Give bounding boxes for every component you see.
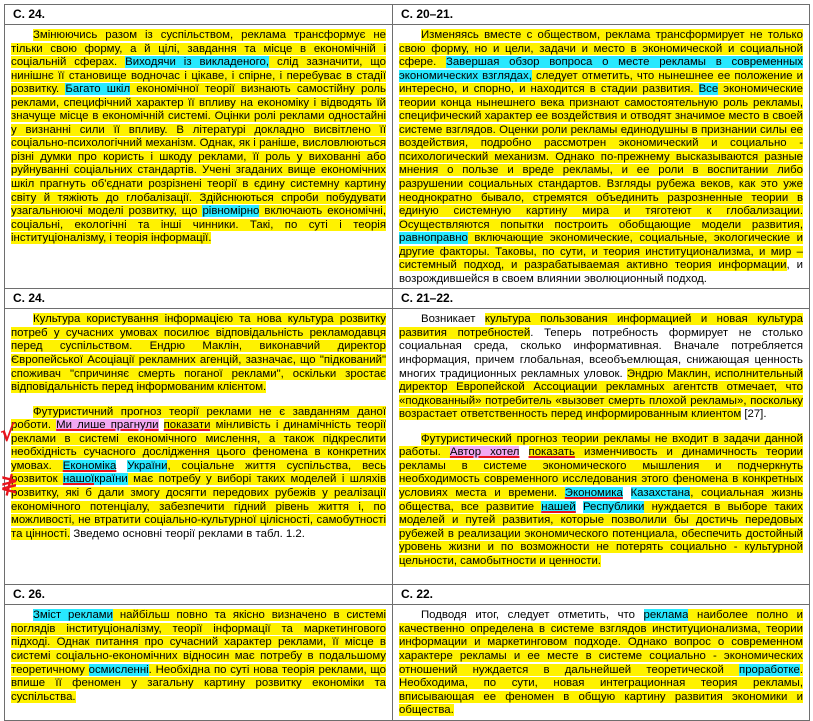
paragraph [11, 29, 386, 246]
plain-text: Возникает [421, 313, 485, 326]
highlighted-text: нашої [63, 473, 95, 486]
paragraph [399, 609, 803, 717]
highlighted-text: наиболее полно и качественно определена в системе взглядов институционализма, теории информации и маркетинговом подходе. Однако вопрос о современном характере рекламы и ее месте в системе социально - экономических отношений нуждается в дальнейшей теоретической [399, 609, 803, 676]
highlighted-text: включающие экономические, социальные, экологические и другие факторы. Таковы, по сути, и теория институционализма, и мир – системный подход, и разрабатываемая активно [399, 232, 803, 272]
highlighted-text: Економіка [62, 459, 117, 472]
left-reference: С. 24. [5, 289, 393, 309]
highlighted-text: Изменяясь вместе с обществом, реклама трансформирует не только свою форму, но и цели, задачи и место в экономической и социальной сфере. [399, 29, 803, 69]
highlighted-text: осмисленні [88, 663, 149, 676]
highlighted-text: Республики [582, 500, 645, 513]
highlighted-text: следует отметить, что нынешнее ее положение и интересно, и спорно, и находится в стадии развития. [399, 69, 803, 96]
plain-text: Подводя итог, следует отметить, что [421, 609, 644, 622]
highlighted-text: Автор хотел [449, 446, 520, 459]
handwritten-mark: ≹ [0, 472, 19, 497]
highlighted-text: . Необхідна по суті нова теорія реклами, що впише її феномен у загальну картину розвитку економіки та суспільства. [11, 663, 387, 703]
highlighted-text: Змінюючись разом із суспільством, реклама трансформує не тільки свою форму, а й цілі, завдання та місце в економічній і соціальній сферах. [11, 29, 386, 69]
paragraph [11, 406, 386, 541]
highlighted-text: . Необходима, по сути, новая интеграционная теория рекламы, вписывающая ее феномен в общую картину развития экономики и общества. [399, 663, 803, 717]
plain-text: Зведемо основні теорії реклами в табл. 1.2. [70, 527, 305, 540]
highlighted-text: найбільш повно та якісно визначено в системі поглядів інституціоналізму, теорії інформації та маркетингового підході. Однак питання про сучасний характер реклами, її місце в системі соціально-економічних відносин має потребу в подальшому теоретичному [11, 609, 386, 676]
highlighted-text: экономические теории конца нынешнего века признают самостоятельную роль рекламы, специфический характер ее воздействия и отводят значимое место в своей системе взглядов. Оценки роли рекламы единодушны в признании силы ее воздействия, подробно рассмотрен экономический и социально - психологический механизм. Однако по-прежнему высказываются разные мнения о пользе и вреде рекламы, и ее роли в воспитании либо разрушении социальных стандартов. Взгляды рубежа веков, как это уже неоднократно бывало, стремятся объединить разрозненные теории в единую системную картину мира и тяготеют к глобализации. Осуществляются попытки построить обобщающие модели развития, [399, 83, 803, 231]
text-row-2 [5, 309, 810, 585]
left-reference: С. 26. [5, 585, 393, 605]
highlighted-text: країни [94, 473, 128, 486]
highlighted-text: Ми лише прагнули [56, 419, 159, 432]
right-text-cell [393, 309, 810, 585]
highlighted-text: Все [698, 83, 719, 96]
plain-text [623, 487, 631, 499]
right-text-cell [393, 605, 810, 720]
highlighted-text: Культура користування інформацією та нова культура розвитку потреб у сучасних умовах посилює відповідальність рекламодавця перед суспільством. Ендрю Маклін, виконавчий директор Європейської Асоціації рекламних агенцій, зазначає, що "підкований" споживач "спричиняє смерть поганої реклами", оскільки зростає відповідальність перед інформованим клієнтом. [11, 313, 386, 394]
highlighted-text: изменчивость и динамичность теории рекламы в системе экономического мышления и подчеркнуть необходимость современного исследования этого феномена в конкретных условиях места и времени. [399, 446, 804, 499]
highlighted-text: рівномірно [202, 205, 260, 218]
left-text-cell [5, 25, 393, 289]
plain-text: , и возрождившейся в своем влиянии эволюционный подход. [399, 259, 803, 285]
handwritten-check-mark: √ [0, 422, 15, 447]
highlighted-text: теория информации [674, 259, 787, 272]
plain-text: . Теперь потребность формирует не столько социальная среда, сколько информативная. Вначале потребляется информация, причем глобальная, всеобъемлющая, снижающая ценность многих традиционных рекламных уловок. [399, 326, 804, 380]
left-text [11, 313, 386, 541]
highlighted-text: нуждается в выборе таких моделей и путей развития, которые позволили бы достичь передовых рубежей в реализации экономического потенциала, обеспечить достойный уровень жизни и по возможности не потерять социально - культурной цельности, самобытности и ценности. [399, 500, 803, 567]
right-text [399, 313, 803, 568]
reference-row-1 [5, 5, 810, 25]
plain-text: [27]. [741, 408, 767, 421]
right-reference: С. 22. [393, 585, 810, 605]
left-text-cell [5, 605, 393, 720]
highlighted-text: Футуристический прогноз теории рекламы не входит в задачи данной работы. [399, 432, 803, 459]
paragraph [399, 29, 803, 286]
highlighted-text: включають економічні, соціальні, екологічні та інші чинники. Такі, по суті і теорія інституціоналізму, і теорія інформації. [11, 205, 386, 245]
paragraph [399, 313, 803, 421]
plain-text [519, 446, 528, 458]
highlighted-text: Экономика [564, 486, 623, 499]
plain-text [159, 419, 164, 431]
text-row-3 [5, 605, 810, 720]
left-text [11, 609, 386, 704]
highlighted-text: культура пользования информацией и новая культура развития потребностей [399, 313, 803, 339]
right-text [399, 609, 803, 717]
text-row-1 [5, 25, 810, 289]
reference-row-2 [5, 289, 810, 309]
right-text-cell [393, 25, 810, 289]
highlighted-text: равноправно [399, 232, 468, 245]
left-text-cell [5, 309, 393, 585]
highlighted-text: економічної теорії визнають самостійну роль реклами, специфічний характер її впливу на економіку і відводять їй значуще місце в економічній системі. Оцінки ролі реклами одностайні у визнанні сили її впливу. В літературі докладно висвітлено її соціально-психологічний механізм. Однак, як і раніше, висловлюються різні думки про користь і шкоду реклами, її роль у вихованні або руйнуванні соціальних стандартів. Учені згаданих вище економічних шкіл прагнуть об'єднати розрізнені теорії в єдину системну картину світу й тяжіють до глобалізації. Здійснюються спроби побудувати узагальнюючі моделі розвитку, що [11, 83, 386, 218]
highlighted-text: слід зазначити, що нинішнє її становище водночас і цікаве, і спірне, і перебуває в стадії розвитку. [11, 56, 386, 96]
highlighted-text: , соціальне життя суспільства, весь розвиток [11, 459, 386, 486]
highlighted-text: нашей [541, 500, 576, 513]
highlighted-text: реклама [643, 609, 689, 622]
highlighted-text: проработке [739, 663, 800, 676]
highlighted-text: , социальная жизнь общества, все развитие [399, 486, 803, 513]
highlighted-text: Казахстана [630, 486, 691, 499]
left-text [11, 29, 386, 246]
paragraph [11, 313, 386, 394]
right-text [399, 29, 803, 286]
highlighted-text: Виходячи із викладеного, [125, 56, 269, 69]
reference-row-3 [5, 585, 810, 605]
highlighted-text: Эндрю Маклин, исполнительный директор Европейской Ассоциации рекламных агентств отмечает, что «подкованный» потребитель «вызовет смерть плохой рекламы», поскольку возрастает ответственность перед информированным клиентом [399, 367, 803, 421]
comparison-table [4, 4, 810, 721]
highlighted-text: мінливість і динамічність теорії реклами в системі економічного мислення, а також підкреслити необхідність сучасного дослідження цього феномена в конкретних умовах. [11, 419, 387, 472]
plain-text [116, 460, 127, 472]
highlighted-text: України [127, 459, 168, 472]
highlighted-text: Завершая обзор вопроса о месте рекламы в современных экономических взглядах, [399, 56, 803, 82]
highlighted-text: показати [163, 419, 211, 432]
plain-text [576, 501, 583, 513]
paragraph [11, 609, 386, 704]
right-reference: С. 21–22. [393, 289, 810, 309]
left-reference: С. 24. [5, 5, 393, 25]
highlighted-text: має потребу у виборі таких моделей і шляхів розвитку, які б дали змогу досягти передових рубежів у реалізації економічного потенціалу, забезпечити гідний рівень життя і, по можливості, не втратити соціально-культурної цілісності, самобутності та цінності. [11, 473, 386, 540]
highlighted-text: показать [528, 446, 575, 459]
highlighted-text: Зміст реклами [33, 609, 113, 622]
paragraph [399, 433, 803, 568]
highlighted-text: Багато шкіл [65, 83, 131, 96]
highlighted-text: Футуристичний прогноз теорії реклами не є завданням даної роботи. [11, 405, 386, 432]
right-reference: С. 20–21. [393, 5, 810, 25]
